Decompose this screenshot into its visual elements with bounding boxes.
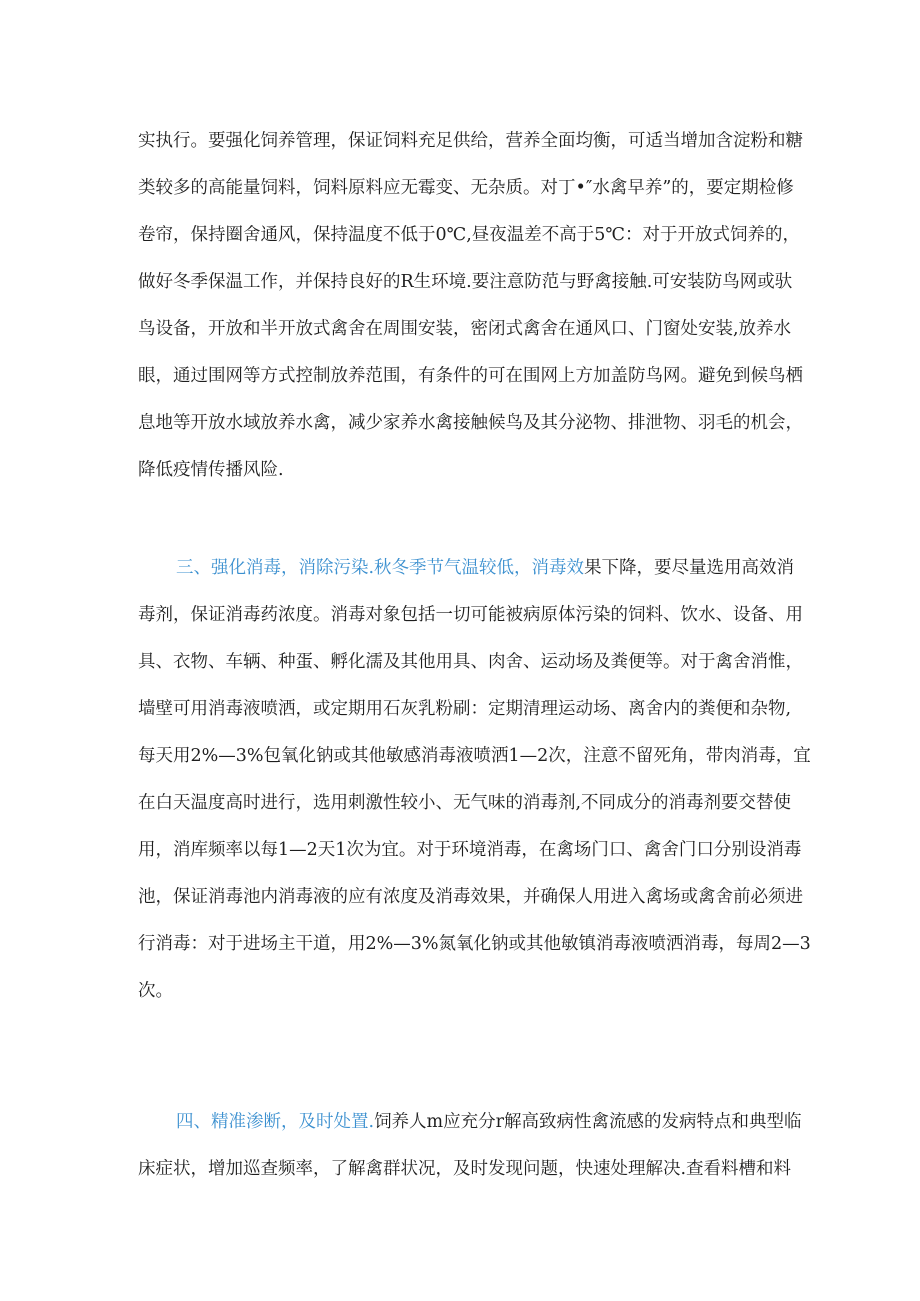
paragraph-disinfection [138,545,811,1015]
paragraph-line: 做好冬季保温工作，并保持良好的R生环境.要注意防范与野禽接触.可安装防鸟网或驮 [138,272,793,292]
paragraph-line: 类较多的高能量饲料，饲料原料应无霉变、无杂质。对丁•″水禽早养”的，要定期检修 [138,178,794,198]
paragraph-line: 墙壁可用消毒液喷洒，或定期用石灰乳粉刷：定期清理运动场、离舍内的粪便和杂物, [138,699,792,719]
paragraph-first-line [138,1099,802,1146]
paragraph-line: 实执行。要强化饲养管理，保证饲料充足供给，营养全面均衡，可适当增加含淀粉和糖 [138,131,803,151]
paragraph-feeding-management [138,118,803,494]
paragraph-line: 息地等开放水域放养水禽，减少家养水禽接触候鸟及其分泌物、排泄物、羽毛的机会， [138,413,803,433]
heading-continuation: 饲养人m应充分r解高致病性禽流感的发病特点和典型临 [374,1112,802,1132]
paragraph-line: 鸟设备，开放和半开放式禽舍在周围安装，密闭式禽舍在通风口、门窗处安装,放养水 [138,319,792,339]
paragraph-line: 池，保证消毒池内消毒液的应有浓度及消毒效果，并确保人用进入禽场或禽舍前必须进 [138,887,803,907]
paragraph-line: 在白天温度高时进行，选用刺激性较小、无气味的消毒剂,不同成分的消毒剂要交替使 [138,793,792,813]
paragraph-line: 用，消库频率以每1—2天1次为宜。对于环境消毒，在禽场门口、禽舍门口分别设消毒 [138,840,802,860]
section-heading: 四、精准渗断，及时处置. [176,1112,375,1132]
paragraph-line: 毒剂，保证消毒药浓度。消毒对象包括一切可能被病原体污染的饲料、饮水、设备、用 [138,605,803,625]
paragraph-line: 次。 [138,981,173,1001]
paragraph-diagnosis [138,1099,802,1193]
paragraph-line: 降低疫情传播风险. [138,460,284,480]
paragraph-line: 眼，通过围网等方式控制放养范围，有条件的可在围网上方加盖防鸟网。避免到候鸟栖 [138,366,803,386]
heading-continuation: 果下降，要尽量选用高效消 [584,558,795,578]
paragraph-line: 具、衣物、车辆、种蛋、孵化濡及其他用具、肉舍、运动场及粪便等。对于禽舍消惟， [138,652,803,672]
paragraph-line: 每天用2%—3%包氧化钠或其他敏感消毒液喷洒1—2次，注意不留死角，带肉消毒，宜 [138,746,811,766]
paragraph-line: 床症状，增加巡查频率，了解禽群状况，及时发现问题，快速处理解决.查看料槽和料 [138,1159,792,1179]
paragraph-line: 卷帘，保持圈舍通风，保持温度不低于0℃,昼夜温差不高于5℃：对于开放式饲养的， [138,225,800,245]
paragraph-first-line [138,545,795,592]
section-heading: 三、强化消毒，消除污染.秋冬季节气温较低，消毒效 [176,558,585,578]
paragraph-line: 行消毒：对于进场主干道，用2%—3%氮氧化钠或其他敏镇消毒液喷洒消毒，每周2—3 [138,934,811,954]
